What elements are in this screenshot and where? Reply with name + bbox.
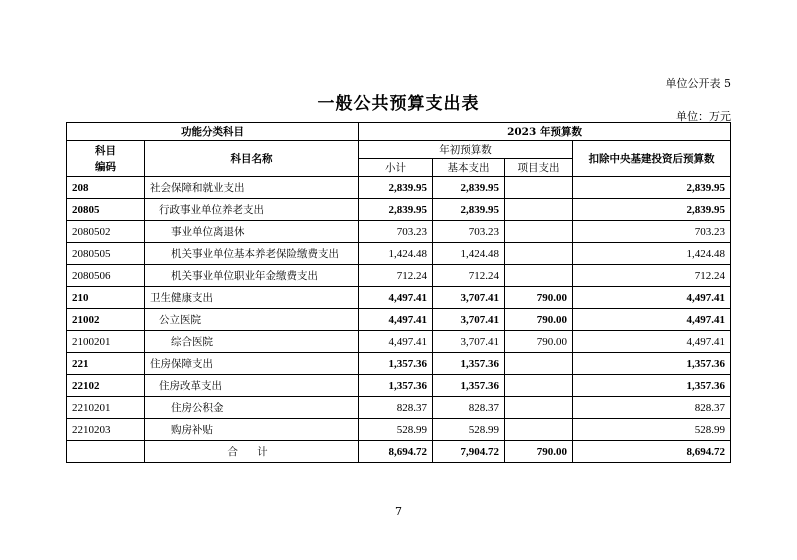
row-code: 22102 bbox=[67, 375, 145, 397]
row-code: 20805 bbox=[67, 199, 145, 221]
total-project: 790.00 bbox=[505, 441, 573, 463]
row-basic: 528.99 bbox=[433, 419, 505, 441]
header-budget-year: 2023 年预算数 bbox=[359, 123, 731, 141]
row-subtotal: 2,839.95 bbox=[359, 199, 433, 221]
row-subtotal: 1,424.48 bbox=[359, 243, 433, 265]
header-subtotal: 小计 bbox=[359, 159, 433, 177]
row-subtotal: 4,497.41 bbox=[359, 309, 433, 331]
row-basic: 1,357.36 bbox=[433, 353, 505, 375]
row-basic: 3,707.41 bbox=[433, 309, 505, 331]
row-code: 221 bbox=[67, 353, 145, 375]
row-excl: 1,424.48 bbox=[573, 243, 731, 265]
row-code: 2210203 bbox=[67, 419, 145, 441]
row-project bbox=[505, 243, 573, 265]
total-basic: 7,904.72 bbox=[433, 441, 505, 463]
row-code: 2100201 bbox=[67, 331, 145, 353]
table-row bbox=[67, 331, 731, 353]
row-project bbox=[505, 177, 573, 199]
row-subtotal: 528.99 bbox=[359, 419, 433, 441]
header-initial-budget: 年初预算数 bbox=[359, 141, 573, 159]
row-subtotal: 4,497.41 bbox=[359, 287, 433, 309]
total-subtotal: 8,694.72 bbox=[359, 441, 433, 463]
row-name: 机关事业单位基本养老保险缴费支出 bbox=[145, 243, 359, 265]
header-project-expense: 项目支出 bbox=[505, 159, 573, 177]
header-excl-central-capital: 扣除中央基建投资后预算数 bbox=[573, 141, 731, 177]
header-basic-expense: 基本支出 bbox=[433, 159, 505, 177]
budget-table-body bbox=[67, 177, 731, 441]
row-excl: 528.99 bbox=[573, 419, 731, 441]
row-project: 790.00 bbox=[505, 287, 573, 309]
header-subject-code bbox=[67, 141, 145, 177]
row-name: 行政事业单位养老支出 bbox=[145, 199, 359, 221]
row-excl: 4,497.41 bbox=[573, 309, 731, 331]
total-label: 合 计 bbox=[145, 441, 359, 463]
row-code: 208 bbox=[67, 177, 145, 199]
row-project bbox=[505, 397, 573, 419]
row-basic: 703.23 bbox=[433, 221, 505, 243]
budget-table bbox=[66, 122, 731, 463]
row-excl: 4,497.41 bbox=[573, 331, 731, 353]
row-name: 住房保障支出 bbox=[145, 353, 359, 375]
table-row bbox=[67, 397, 731, 419]
row-excl: 2,839.95 bbox=[573, 199, 731, 221]
table-row bbox=[67, 375, 731, 397]
row-project bbox=[505, 265, 573, 287]
row-name: 购房补贴 bbox=[145, 419, 359, 441]
row-code: 210 bbox=[67, 287, 145, 309]
page-number: 7 bbox=[395, 505, 402, 518]
unit-label: 单位：万元 bbox=[676, 110, 731, 123]
total-excl: 8,694.72 bbox=[573, 441, 731, 463]
row-basic: 828.37 bbox=[433, 397, 505, 419]
row-code: 2080502 bbox=[67, 221, 145, 243]
header-functional-category: 功能分类科目 bbox=[67, 123, 359, 141]
row-code: 2210201 bbox=[67, 397, 145, 419]
row-subtotal: 1,357.36 bbox=[359, 375, 433, 397]
row-subtotal: 712.24 bbox=[359, 265, 433, 287]
row-basic: 712.24 bbox=[433, 265, 505, 287]
row-basic: 1,357.36 bbox=[433, 375, 505, 397]
row-basic: 1,424.48 bbox=[433, 243, 505, 265]
row-name: 卫生健康支出 bbox=[145, 287, 359, 309]
row-basic: 2,839.95 bbox=[433, 177, 505, 199]
form-number-label: 单位公开表 5 bbox=[665, 77, 731, 90]
row-excl: 2,839.95 bbox=[573, 177, 731, 199]
row-basic: 3,707.41 bbox=[433, 331, 505, 353]
page-title: 一般公共预算支出表 bbox=[317, 94, 480, 114]
total-code-cell bbox=[67, 441, 145, 463]
row-name: 事业单位离退休 bbox=[145, 221, 359, 243]
row-name: 住房公积金 bbox=[145, 397, 359, 419]
table-row bbox=[67, 353, 731, 375]
row-project: 790.00 bbox=[505, 309, 573, 331]
table-row bbox=[67, 243, 731, 265]
row-subtotal: 703.23 bbox=[359, 221, 433, 243]
row-excl: 828.37 bbox=[573, 397, 731, 419]
row-excl: 712.24 bbox=[573, 265, 731, 287]
row-subtotal: 828.37 bbox=[359, 397, 433, 419]
row-subtotal: 2,839.95 bbox=[359, 177, 433, 199]
row-project bbox=[505, 199, 573, 221]
row-excl: 1,357.36 bbox=[573, 375, 731, 397]
row-name: 公立医院 bbox=[145, 309, 359, 331]
row-project bbox=[505, 221, 573, 243]
row-excl: 703.23 bbox=[573, 221, 731, 243]
row-name: 社会保障和就业支出 bbox=[145, 177, 359, 199]
total-row bbox=[67, 441, 731, 463]
table-row bbox=[67, 309, 731, 331]
row-project bbox=[505, 375, 573, 397]
row-name: 综合医院 bbox=[145, 331, 359, 353]
header-subject-code-line2: 编码 bbox=[95, 160, 116, 173]
row-code: 2080506 bbox=[67, 265, 145, 287]
table-row bbox=[67, 199, 731, 221]
table-row bbox=[67, 419, 731, 441]
row-code: 21002 bbox=[67, 309, 145, 331]
row-code: 2080505 bbox=[67, 243, 145, 265]
row-basic: 3,707.41 bbox=[433, 287, 505, 309]
table-row bbox=[67, 287, 731, 309]
header-subject-code-line1: 科目 bbox=[95, 144, 116, 157]
table-row bbox=[67, 265, 731, 287]
row-excl: 4,497.41 bbox=[573, 287, 731, 309]
row-basic: 2,839.95 bbox=[433, 199, 505, 221]
row-project: 790.00 bbox=[505, 331, 573, 353]
header-subject-name: 科目名称 bbox=[145, 141, 359, 177]
row-excl: 1,357.36 bbox=[573, 353, 731, 375]
row-project bbox=[505, 419, 573, 441]
table-row bbox=[67, 221, 731, 243]
row-project bbox=[505, 353, 573, 375]
row-subtotal: 1,357.36 bbox=[359, 353, 433, 375]
row-name: 机关事业单位职业年金缴费支出 bbox=[145, 265, 359, 287]
table-row bbox=[67, 177, 731, 199]
row-subtotal: 4,497.41 bbox=[359, 331, 433, 353]
row-name: 住房改革支出 bbox=[145, 375, 359, 397]
